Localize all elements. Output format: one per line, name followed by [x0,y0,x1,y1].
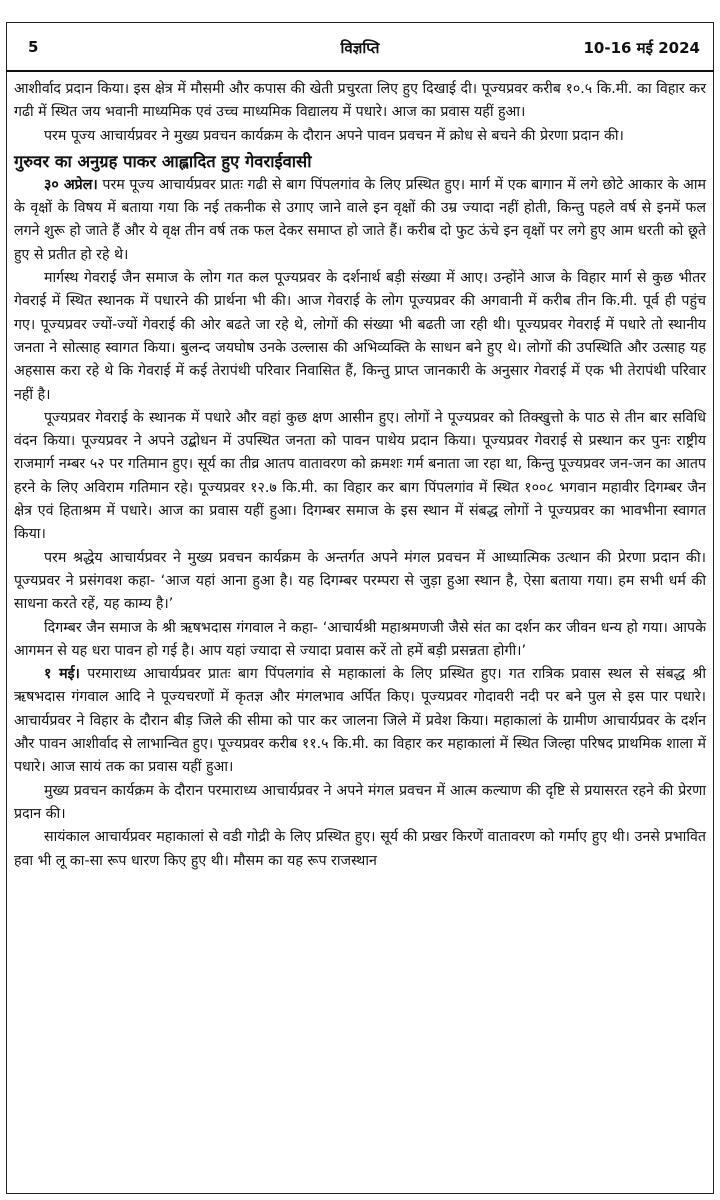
paragraph: परम पूज्य आचार्यप्रवर ने मुख्य प्रवचन कार्यक्रम के दौरान अपने पावन प्रवचन में क्रोध से बचने की प्रेरणा प्रदान की। [44,127,624,144]
paragraph: मार्गस्थ गेवराई जैन समाज के लोग गत कल पूज्यप्रवर के दर्शनार्थ बड़ी संख्या में आए। उन्होंने आज के विहार मार्ग से कुछ भीतर गेवराई में स्थित स्थानक में पधारने की प्रार्थना भी की। आज गेवराई के लोग पूज्यप्रवर की अगवानी में करीब तीन कि.मी. पूर्व ही पहुंच गए। पूज्यप्रवर ज्यों-ज्यों गेवराई की ओर बढते जा रहे थे, लोगों की संख्या भी बढती जा रही थी। पूज्यप्रवर गेवराई में पधारे तो स्थानीय जनता ने सोत्साह स्वागत किया। बुलन्द जयघोष उनके उल्लास की अभिव्यक्ति के साधन बने हुए थे। लोगों की उपस्थिति और उत्साह यह अहसास करा रहे थे कि गेवराई में कई तेरापंथी परिवार निवासित हैं, किन्तु प्राप्त जानकारी के अनुसार गेवराई में एक भी तेरापंथी परिवार नहीं है। [14,270,706,403]
paragraph: दिगम्बर जैन समाज के श्री ऋषभदास गंगवाल ने कहा- ‘आचार्यश्री महाश्रमणजी जैसे संत का दर्शन कर जीवन धन्य हो गया। आपके आगमन से यह धरा पावन हो गई है। आप यहां ज्यादा से ज्यादा प्रवास करें तो हमें बड़ी प्रसन्नता होगी।’ [14,619,706,659]
section-heading: गुरुवर का अनुग्रह पाकर आह्लादित हुए गेवराईवासी [14,151,312,171]
paragraph: आशीर्वाद प्रदान किया। इस क्षेत्र में मौसमी और कपास की खेती प्रचुरता लिए हुए दिखाई दी। पूज्यप्रवर करीब १०.५ कि.मी. का विहार कर गढी में स्थित जय भवानी माध्यमिक एवं उच्च माध्यमिक विद्यालय में पधारे। आज का प्रवास यहीं हुआ। [14,81,706,121]
paragraph: सायंकाल आचार्यप्रवर महाकालां से वडी गोद्री के लिए प्रस्थित हुए। सूर्य की प्रखर किरणें वातावरण को गर्माए हुए थी। उनसे प्रभावित हवा भी लू का-सा रूप धारण किए हुए थी। मौसम का यह रूप राजस्थान [14,829,706,869]
paragraph: पूज्यप्रवर गेवराई के स्थानक में पधारे और वहां कुछ क्षण आसीन हुए। लोगों ने पूज्यप्रवर को तिक्खुत्तो के पाठ से तीन बार सविधि वंदन किया। पूज्यप्रवर ने अपने उद्बोधन में उपस्थित जनता को पावन पाथेय प्रदान किया। पूज्यप्रवर गेवराई से प्रस्थान कर पुनः राष्ट्रीय राजमार्ग नम्बर ५२ पर गतिमान हुए। सूर्य का तीव्र आतप वातावरण को क्रमशः गर्म बनाता जा रहा था, किन्तु पूज्यप्रवर जन-जन का आतप हरने के लिए अविराम गतिमान रहे। पूज्यप्रवर १२.७ कि.मी. का विहार कर बाग पिंपलगांव में स्थित १००८ भगवान महावीर दिगम्बर जैन क्षेत्र एवं हिताश्रम में पधारे। आज का प्रवास यहीं हुआ। दिगम्बर समाज के इस स्थान में संबद्ध लोगों ने पूज्यप्रवर का भावभीना स्वागत किया। [14,409,706,543]
page-header [20,38,700,64]
paragraph-text: परम पूज्य आचार्यप्रवर प्रातः गढी से बाग पिंपलगांव के लिए प्रस्थित हुए। मार्ग में एक बागान में लगे छोटे आकार के आम के वृक्षों के विषय में बताया गया कि नई तकनीक से उगाए जाने वाले इन वृक्षों की उम्र ज्यादा नहीं होती, किन्तु पहले वर्ष से इनमें फल लगने शुरू हो जाते हैं और ये वृक्ष तीन वर्ष तक फल देकर समाप्त हो जाते हैं। करीब दो फुट ऊंचे इन वृक्षों पर लगे हुए आम धरती को छूते हुए से प्रतीत हो रहे थे। [14,176,706,263]
paragraph: मुख्य प्रवचन कार्यक्रम के दौरान परमाराध्य आचार्यप्रवर ने अपने मंगल प्रवचन में आत्म कल्याण की दृष्टि से प्रयासरत रहने की प्रेरणा प्रदान की। [14,782,706,822]
date-lead: १ मई। [44,666,80,683]
paragraph: परम श्रद्धेय आचार्यप्रवर ने मुख्य प्रवचन कार्यक्रम के अन्तर्गत अपने मंगल प्रवचन में आध्यात्मिक उत्थान की प्रेरणा प्रदान की। पूज्यप्रवर ने प्रसंगवश कहा- ‘आज यहां आना हुआ है। यह दिगम्बर परम्परा से जुड़ा हुआ स्थान है, ऐसा बताया गया। हम सभी धर्म की साधना करते रहें, यह काम्य है।’ [14,549,706,613]
paragraph-text: परमाराध्य आचार्यप्रवर प्रातः बाग पिंपलगांव से महाकालां के लिए प्रस्थित हुए। गत रात्रिक प्रवास स्थल से संबद्ध श्री ऋषभदास गंगवाल आदि ने पूज्यचरणों में कृतज्ञ और मंगलभाव अर्पित किए। पूज्यप्रवर गोदावरी नदी पर बने पुल से इस पार पधारे। आचार्यप्रवर ने विहार के दौरान बीड़ जिले की सीमा को पार कर जालना जिले में प्रवेश किया। महाकालां के ग्रामीण आचार्यप्रवर के दर्शन और पावन आशीर्वाद से लाभान्वित हुए। पूज्यप्रवर करीब ११.५ कि.मी. का विहार कर महाकालां में स्थित जिल्हा परिषद प्राथमिक शाला में पधारे। आज सायं तक का प्रवास यहीं हुआ। [14,666,706,776]
header-divider [6,70,714,72]
paragraph [14,663,706,779]
date-lead: ३० अप्रेल। [44,176,98,193]
paragraph [14,174,706,267]
publication-title: विज्ञप्ति [340,39,380,57]
issue-date: 10-16 मई 2024 [583,39,700,57]
page-number: 5 [28,38,39,56]
article-body [14,78,706,873]
